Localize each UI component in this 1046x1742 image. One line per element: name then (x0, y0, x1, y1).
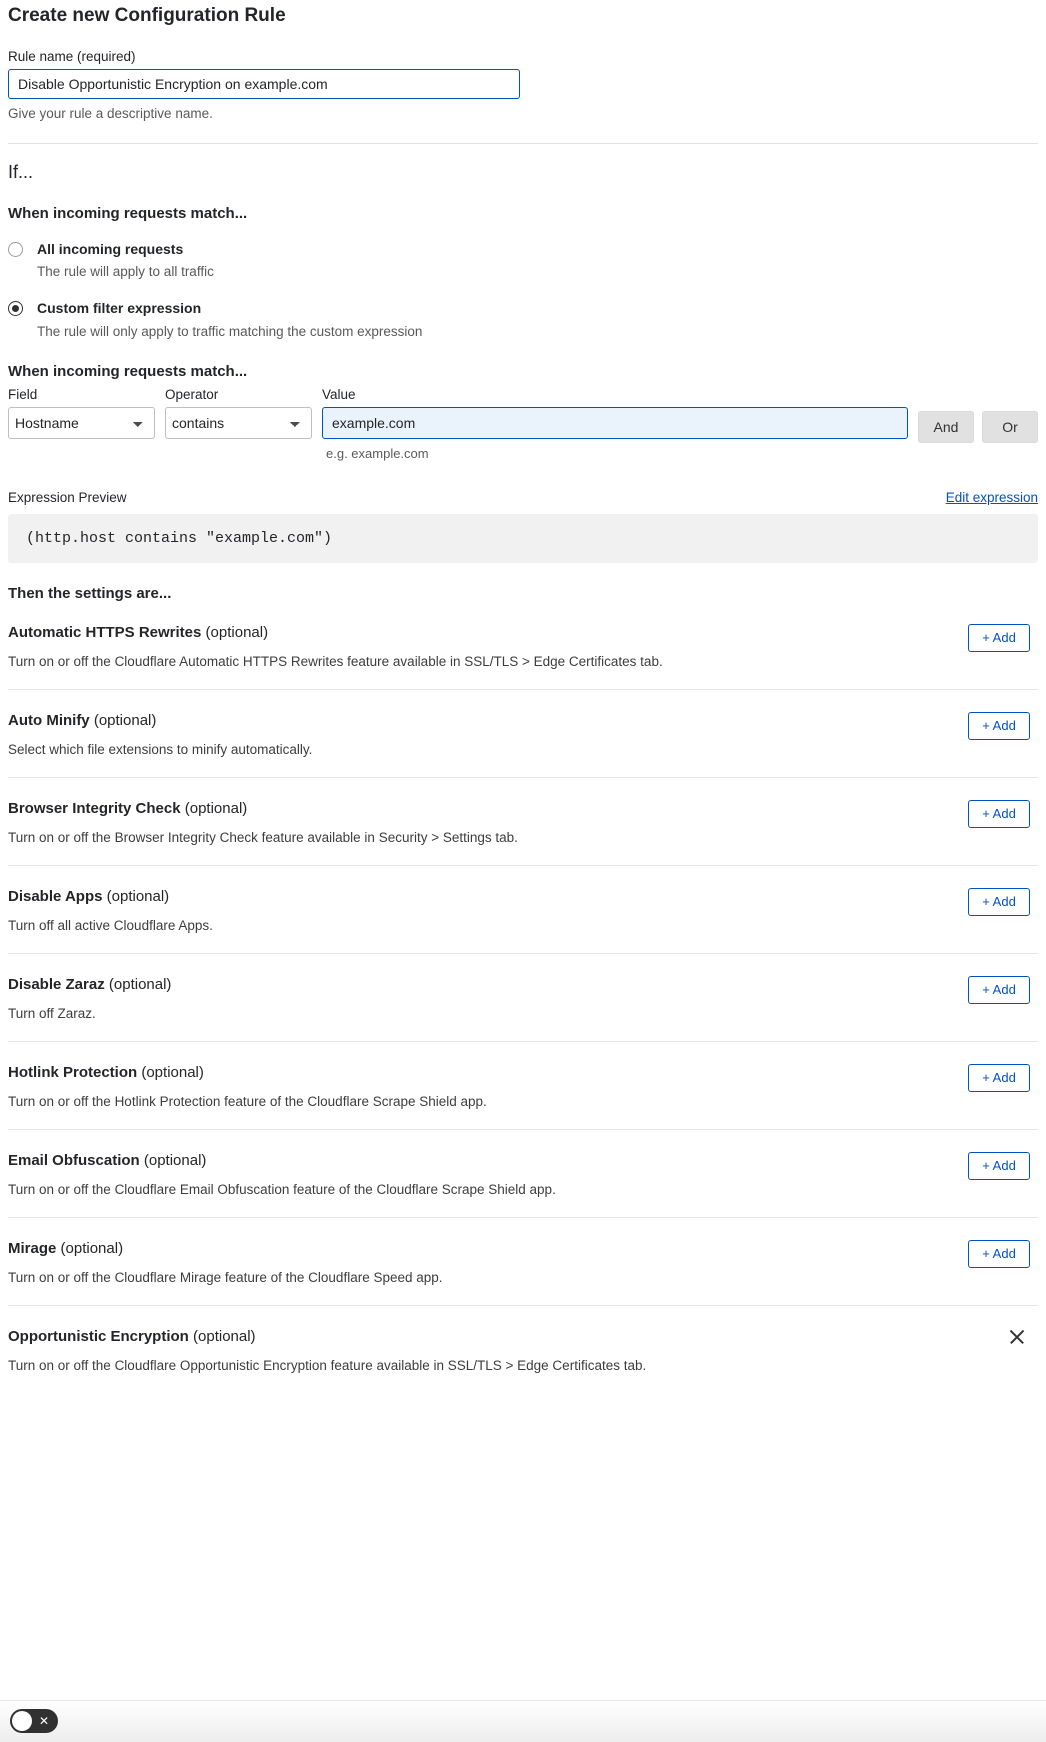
setting-name: Automatic HTTPS Rewrites (8, 623, 202, 641)
then-section-heading: Then the settings are... (8, 584, 172, 602)
setting-title (8, 712, 1038, 729)
toggle-off-icon: ✕ (38, 1714, 49, 1728)
radio-label-custom-filter: Custom filter expression (37, 300, 202, 317)
setting-optional: (optional) (93, 711, 157, 729)
setting-automatic-https-rewrites (8, 602, 1038, 690)
setting-auto-minify (8, 690, 1038, 778)
setting-optional: (optional) (60, 1239, 124, 1257)
setting-name: Browser Integrity Check (8, 799, 181, 817)
setting-title (8, 888, 1038, 905)
setting-title (8, 1240, 1038, 1257)
setting-title (8, 624, 1038, 641)
setting-name: Disable Apps (8, 887, 103, 905)
operator-label: Operator (165, 386, 219, 402)
rule-name-label: Rule name (required) (8, 49, 136, 64)
setting-description: Turn on or off the Cloudflare Automatic HTTPS Rewrites feature available in SSL/TLS > Edge Certificates tab. (8, 653, 663, 669)
close-icon[interactable] (1006, 1326, 1028, 1348)
setting-optional: (optional) (143, 1151, 207, 1169)
radio-sublabel-custom-filter: The rule will only apply to traffic matching the custom expression (37, 323, 423, 339)
setting-optional: (optional) (141, 1063, 204, 1081)
setting-title (8, 976, 1038, 993)
field-column (8, 387, 155, 439)
setting-hotlink-protection (8, 1042, 1038, 1130)
setting-description: Turn off Zaraz. (8, 1005, 96, 1021)
setting-name: Auto Minify (8, 711, 90, 729)
radio-icon-all-requests[interactable] (8, 242, 23, 257)
and-button[interactable]: And (918, 411, 974, 443)
setting-title (8, 800, 1038, 817)
setting-name: Mirage (8, 1239, 57, 1257)
setting-disable-apps (8, 866, 1038, 954)
setting-email-obfuscation (8, 1130, 1038, 1218)
opportunistic-encryption-toggle[interactable] (10, 1709, 58, 1733)
value-help: e.g. example.com (326, 445, 429, 461)
setting-optional: (optional) (108, 975, 172, 993)
setting-name: Opportunistic Encryption (8, 1327, 189, 1345)
setting-description: Turn on or off the Cloudflare Email Obfuscation feature of the Cloudflare Scrape Shield app. (8, 1181, 556, 1197)
add-setting-button[interactable]: + Add (968, 888, 1030, 916)
setting-name: Hotlink Protection (8, 1063, 138, 1081)
rule-name-help: Give your rule a descriptive name. (8, 106, 213, 121)
add-setting-button[interactable]: + Add (968, 1064, 1030, 1092)
radio-option-all-requests[interactable] (8, 240, 1038, 281)
operator-column (165, 387, 312, 439)
rule-name-input[interactable] (8, 69, 520, 99)
value-input[interactable] (322, 407, 908, 439)
radio-option-custom-filter[interactable] (8, 299, 1038, 340)
setting-title (8, 1064, 1038, 1081)
expression-preview-label: Expression Preview (8, 489, 127, 505)
setting-disable-zaraz (8, 954, 1038, 1042)
if-section-heading: If... (8, 162, 34, 182)
setting-title (8, 1152, 1038, 1169)
radio-icon-custom-filter[interactable] (8, 301, 23, 316)
setting-optional: (optional) (205, 623, 269, 641)
expression-builder (8, 387, 1038, 461)
expression-preview-box: (http.host contains "example.com") (8, 514, 1038, 563)
setting-name: Email Obfuscation (8, 1151, 140, 1169)
page-title: Create new Configuration Rule (8, 5, 286, 26)
setting-optional: (optional) (106, 887, 170, 905)
match-heading: When incoming requests match... (8, 205, 248, 222)
add-setting-button[interactable]: + Add (968, 976, 1030, 1004)
setting-opportunistic-encryption (8, 1306, 1038, 1393)
or-button[interactable]: Or (982, 411, 1038, 443)
toggle-knob (12, 1711, 32, 1731)
and-or-buttons (918, 387, 1038, 443)
setting-description: Turn on or off the Hotlink Protection feature of the Cloudflare Scrape Shield app. (8, 1093, 487, 1109)
add-setting-button[interactable]: + Add (968, 800, 1030, 828)
value-column (322, 387, 908, 461)
builder-heading: When incoming requests match... (8, 362, 248, 380)
setting-name: Disable Zaraz (8, 975, 105, 993)
operator-select[interactable] (165, 407, 312, 439)
configuration-rule-form (0, 5, 1046, 1393)
field-label: Field (8, 386, 38, 402)
setting-mirage (8, 1218, 1038, 1306)
add-setting-button[interactable]: + Add (968, 1240, 1030, 1268)
setting-description: Select which file extensions to minify automatically. (8, 741, 313, 757)
setting-browser-integrity-check (8, 778, 1038, 866)
setting-optional: (optional) (184, 799, 248, 817)
setting-description: Turn on or off the Cloudflare Mirage feature of the Cloudflare Speed app. (8, 1269, 443, 1285)
add-setting-button[interactable]: + Add (968, 712, 1030, 740)
radio-label-all-requests: All incoming requests (37, 241, 184, 257)
expression-preview-header (8, 490, 1038, 505)
setting-description: Turn off all active Cloudflare Apps. (8, 917, 213, 933)
radio-sublabel-all-requests: The rule will apply to all traffic (37, 264, 214, 280)
divider (8, 143, 1038, 144)
value-label: Value (322, 386, 356, 402)
setting-description: Turn on or off the Cloudflare Opportunistic Encryption feature available in SSL/TLS > Edge Certificates tab. (8, 1357, 647, 1373)
edit-expression-link[interactable]: Edit expression (945, 489, 1038, 505)
field-select[interactable] (8, 407, 155, 439)
setting-title (8, 1328, 1038, 1345)
setting-optional: (optional) (193, 1327, 256, 1345)
add-setting-button[interactable]: + Add (968, 1152, 1030, 1180)
setting-description: Turn on or off the Browser Integrity Check feature available in Security > Settings tab. (8, 829, 518, 845)
setting-toggle-bar (0, 1700, 1046, 1742)
add-setting-button[interactable]: + Add (968, 624, 1030, 652)
